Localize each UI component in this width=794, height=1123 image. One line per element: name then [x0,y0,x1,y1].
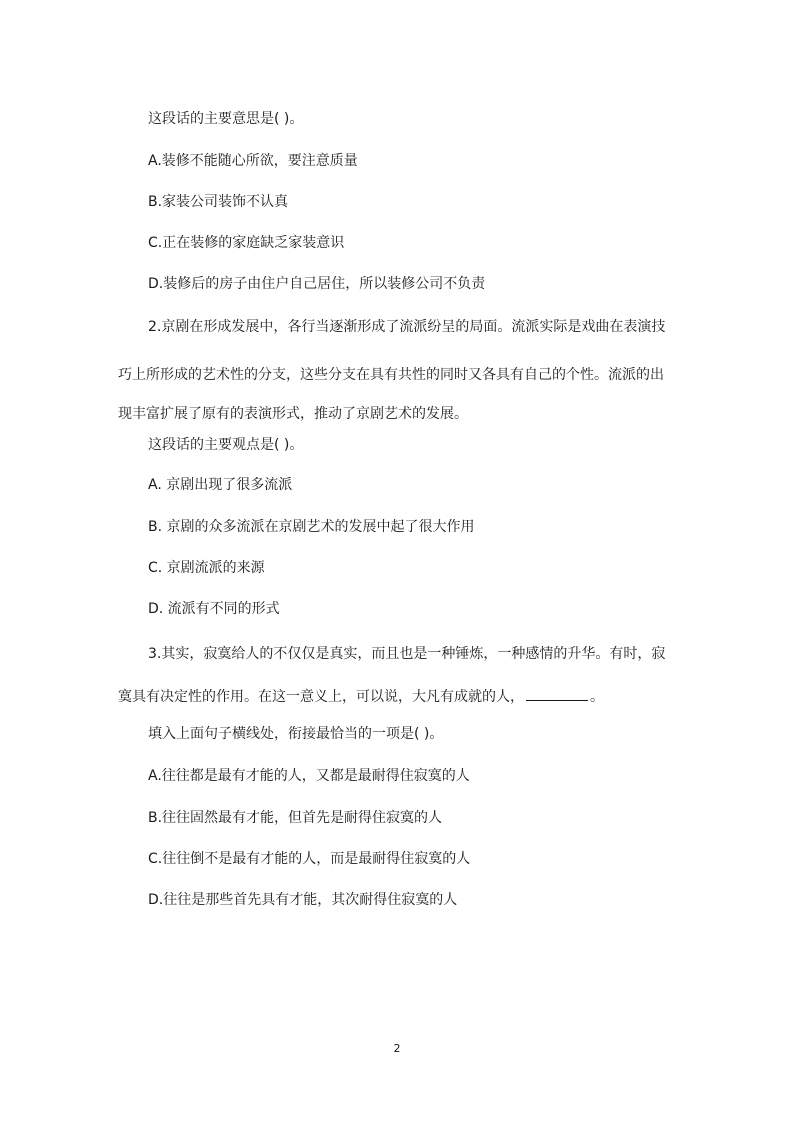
q3-passage-end: 。 [590,689,604,705]
q3-prompt: 填入上面句子横线处，衔接最恰当的一项是( )。 [148,726,444,742]
q3-option-b: B.往往固然最有才能，但首先是耐得住寂寞的人 [148,810,443,826]
q3-passage-line-1: 3.其实，寂寞给人的不仅仅是真实，而且也是一种锤炼，一种感情的升华。有时，寂 [148,646,666,662]
q2-option-a: A. 京剧出现了很多流派 [148,477,293,493]
q2-passage-line-3: 现丰富扩展了原有的表演形式，推动了京剧艺术的发展。 [118,406,468,422]
q1-option-d: D.装修后的房子由住户自己居住，所以装修公司不负责 [148,276,486,292]
q2-option-d: D. 流派有不同的形式 [148,601,280,617]
fill-in-blank [526,686,588,701]
q2-prompt: 这段话的主要观点是( )。 [148,437,304,453]
q1-prompt: 这段话的主要意思是( )。 [148,111,304,127]
q3-passage-line-2 [118,686,604,706]
q3-option-a: A.往往都是最有才能的人，又都是最耐得住寂寞的人 [148,768,470,784]
page-number: 2 [393,1042,401,1055]
q2-option-b: B. 京剧的众多流派在京剧艺术的发展中起了很大作用 [148,519,475,535]
q1-option-c: C.正在装修的家庭缺乏家装意识 [148,235,345,251]
q3-option-d: D.往往是那些首先具有才能，其次耐得住寂寞的人 [148,892,458,908]
q1-option-a: A.装修不能随心所欲，要注意质量 [148,153,358,169]
q1-option-b: B.家装公司装饰不认真 [148,194,289,210]
q3-option-c: C.往往倒不是最有才能的人，而是最耐得住寂寞的人 [148,851,471,867]
q3-passage-text: 寞具有决定性的作用。在这一意义上，可以说，大凡有成就的人， [118,689,524,705]
q2-passage-line-2: 巧上所形成的艺术性的分支，这些分支在具有共性的同时又各具有自己的个性。流派的出 [118,367,664,383]
q2-option-c: C. 京剧流派的来源 [148,560,265,576]
q2-passage-line-1: 2.京剧在形成发展中，各行当逐渐形成了流派纷呈的局面。流派实际是戏曲在表演技 [148,319,666,335]
